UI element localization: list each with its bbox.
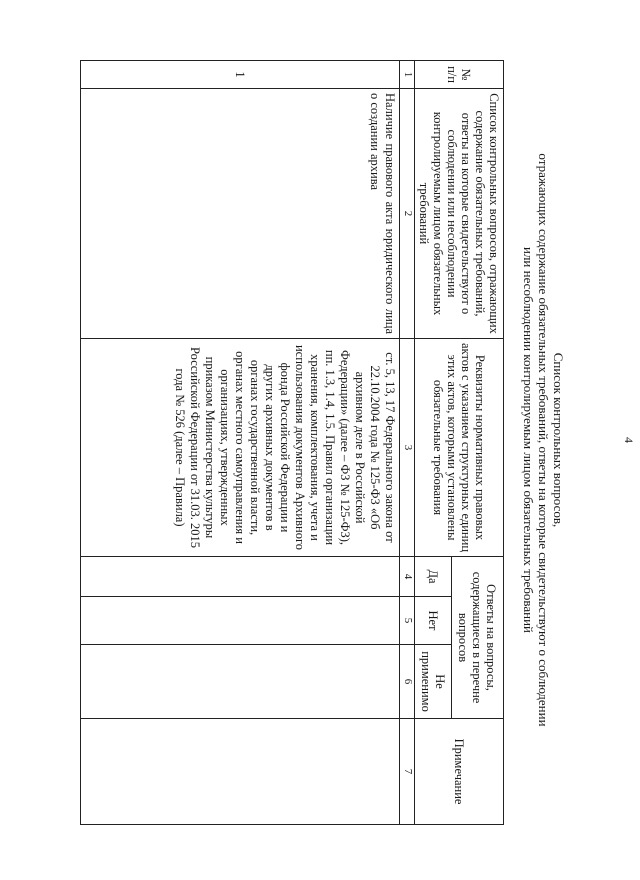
- document-title: [521, 60, 566, 820]
- page-number: 4: [622, 437, 636, 443]
- row-answer-yes[interactable]: [81, 557, 400, 597]
- header-note: Примечание: [415, 719, 504, 825]
- column-number: 5: [400, 597, 415, 645]
- header-num: № п/п: [415, 61, 504, 89]
- column-number-row: [400, 61, 415, 825]
- header-acts: Реквизиты нормативных правовых актов с указанием структурных единиц этих актов, которыми установлены обязательные требования: [415, 339, 504, 557]
- column-number: 3: [400, 339, 415, 557]
- title-line-2: отражающих содержание обязательных требований, ответы на которые свидетельствуют о соблюдении: [536, 153, 551, 727]
- column-number: 1: [400, 61, 415, 89]
- row-question: Наличие правового акта юридического лица о создании архива: [81, 89, 400, 339]
- title-line-1: Список контрольных вопросов,: [551, 352, 566, 528]
- header-questions: Список контрольных вопросов, отражающих содержание обязательных требований, ответы на которые свидетельствуют о соблюдении или несоблюдении контролируемым лицом обязательных требований: [415, 89, 504, 339]
- column-number: 2: [400, 89, 415, 339]
- column-number: 4: [400, 557, 415, 597]
- column-number: 6: [400, 645, 415, 719]
- title-line-3: или несоблюдении контролируемым лицом обязательных требований: [521, 246, 536, 633]
- checklist-table: [80, 60, 504, 825]
- row-answer-no[interactable]: [81, 597, 400, 645]
- column-number: 7: [400, 719, 415, 825]
- row-acts: ст. 5, 13, 17 Федерального закона от 22.10.2004 года № 125-ФЗ «Об архивном деле в Российской Федерации» (далее – ФЗ № 125-ФЗ), пп. 1.3, 1.4, 1.5. Правил организации хранения, комплектования, учета и использования документов Архивного фонда Российской Федерации и других архивных документов в органах государственной власти, органах местного самоуправления и организациях, утвержденных приказом Министерства культуры Российской Федерации от 31.03. 2015 года № 526 (далее – Правила): [81, 339, 400, 557]
- table-row: [81, 61, 400, 825]
- header-yes: Да: [415, 557, 452, 597]
- header-no: Нет: [415, 597, 452, 645]
- row-answer-not-applicable[interactable]: [81, 645, 400, 719]
- row-number: 1: [81, 61, 400, 89]
- header-answers: Ответы на вопросы, содержащиеся в перечне вопросов: [451, 557, 503, 719]
- header-not-applicable: Не применимо: [415, 645, 452, 719]
- row-note[interactable]: [81, 719, 400, 825]
